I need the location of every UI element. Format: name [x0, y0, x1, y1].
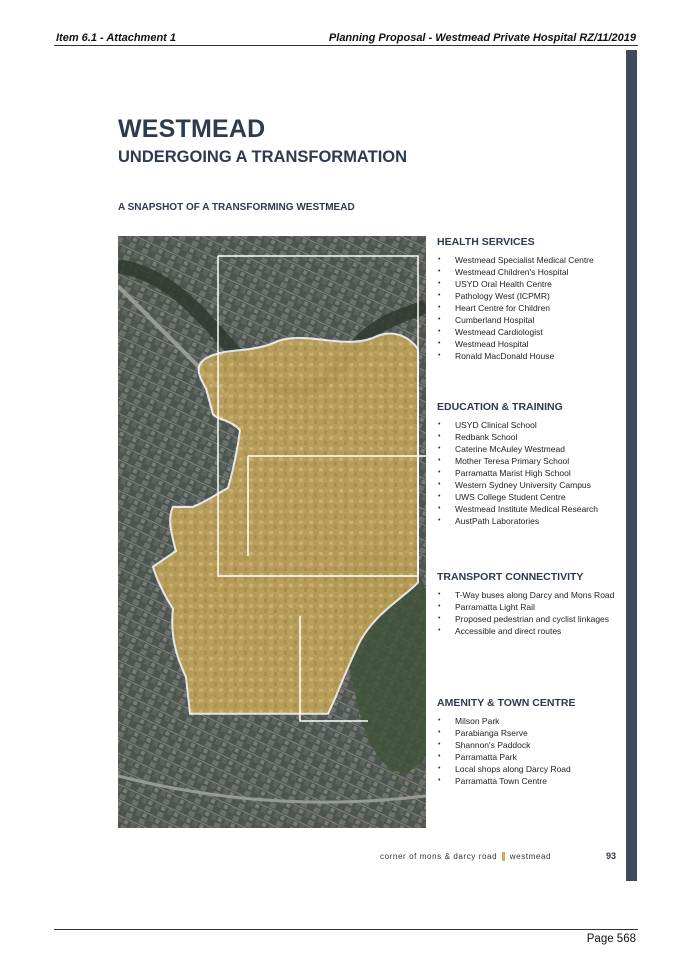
- transport-connectivity-heading: TRANSPORT CONNECTIVITY: [437, 571, 584, 583]
- list-item: • Westmead Children's Hospital: [437, 266, 617, 278]
- education-training-heading: EDUCATION & TRAINING: [437, 401, 563, 413]
- list-item: • Redbank School: [437, 431, 617, 443]
- footer-address: [380, 852, 551, 861]
- side-accent-bar: [626, 50, 637, 881]
- list-item: • Western Sydney University Campus: [437, 479, 617, 491]
- footer-rule: [54, 929, 638, 930]
- health-services-heading: HEALTH SERVICES: [437, 236, 535, 248]
- header-proposal-title: Planning Proposal - Westmead Private Hospital RZ/11/2019: [328, 32, 636, 44]
- header-rule: [54, 45, 638, 46]
- footer-separator: [502, 852, 505, 861]
- list-item: • Ronald MacDonald House: [437, 350, 617, 362]
- education-training-list: [437, 419, 617, 527]
- list-item: • AustPath Laboratories: [437, 515, 617, 527]
- list-item: • Accessible and direct routes: [437, 625, 617, 637]
- list-item: • Milson Park: [437, 715, 617, 727]
- list-item: • Pathology West (ICPMR): [437, 290, 617, 302]
- list-item: • Parramatta Park: [437, 751, 617, 763]
- list-item: • USYD Oral Health Centre: [437, 278, 617, 290]
- header-attachment-label: Item 6.1 - Attachment 1: [56, 32, 177, 44]
- list-item: • Parramatta Town Centre: [437, 775, 617, 787]
- list-item: • UWS College Student Centre: [437, 491, 617, 503]
- list-item: • USYD Clinical School: [437, 419, 617, 431]
- list-item: • T-Way buses along Darcy and Mons Road: [437, 589, 617, 601]
- amenity-town-centre-heading: AMENITY & TOWN CENTRE: [437, 697, 576, 709]
- list-item: • Shannon's Paddock: [437, 739, 617, 751]
- amenity-town-centre-list: [437, 715, 617, 787]
- list-item: • Westmead Hospital: [437, 338, 617, 350]
- list-item: • Westmead Specialist Medical Centre: [437, 254, 617, 266]
- list-item: • Mother Teresa Primary School: [437, 455, 617, 467]
- snapshot-heading: A SNAPSHOT OF A TRANSFORMING WESTMEAD: [118, 202, 355, 213]
- list-item: • Parabianga Rserve: [437, 727, 617, 739]
- list-item: • Westmead Cardiologist: [437, 326, 617, 338]
- aerial-map: [118, 236, 426, 828]
- transport-connectivity-list: [437, 589, 617, 637]
- list-item: • Heart Centre for Children: [437, 302, 617, 314]
- health-services-list: [437, 254, 617, 362]
- list-item: • Local shops along Darcy Road: [437, 763, 617, 775]
- list-item: • Proposed pedestrian and cyclist linkages: [437, 613, 617, 625]
- footer-address-right: westmead: [509, 852, 552, 861]
- list-item: • Parramatta Marist High School: [437, 467, 617, 479]
- page-title: WESTMEAD: [118, 115, 266, 143]
- brochure-page-number: 93: [606, 851, 617, 861]
- list-item: • Westmead Institute Medical Research: [437, 503, 617, 515]
- footer-address-left: corner of mons & darcy road: [380, 852, 498, 861]
- list-item: • Cumberland Hospital: [437, 314, 617, 326]
- list-item: • Parramatta Light Rail: [437, 601, 617, 613]
- list-item: • Caterine McAuley Westmead: [437, 443, 617, 455]
- page-subtitle: UNDERGOING A TRANSFORMATION: [118, 148, 408, 166]
- page-label: Page 568: [586, 933, 636, 945]
